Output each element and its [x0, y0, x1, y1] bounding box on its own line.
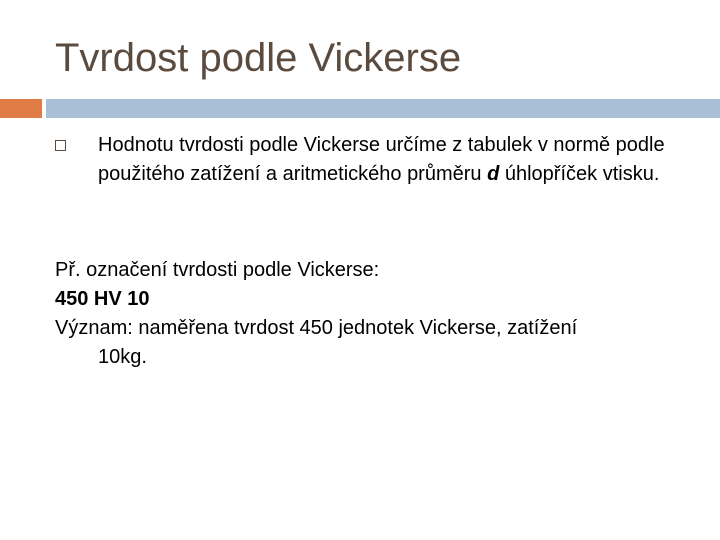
bullet-emphasis: d — [487, 163, 500, 185]
example-block — [55, 256, 705, 372]
meaning-line-2: 10kg. — [98, 346, 147, 368]
meaning-line-1: Význam: naměřena tvrdost 450 jednotek Vickerse, zatížení — [55, 317, 578, 339]
hollow-square-bullet-icon — [55, 140, 66, 151]
title-accent-bar — [0, 99, 42, 118]
example-value: 450 HV 10 — [55, 288, 150, 310]
title-divider-bar — [46, 99, 720, 118]
bullet-text-start: Hodnotu tvrdosti podle Vickerse určíme z tabulek v normě podle použitého zatížení a aritmetického průměru — [98, 134, 665, 185]
example-label: Př. označení tvrdosti podle Vickerse: — [55, 259, 380, 281]
bullet-text-end: úhlopříček vtisku. — [499, 163, 660, 185]
slide-title: Tvrdost podle Vickerse — [55, 36, 462, 80]
bullet-text — [98, 131, 678, 189]
